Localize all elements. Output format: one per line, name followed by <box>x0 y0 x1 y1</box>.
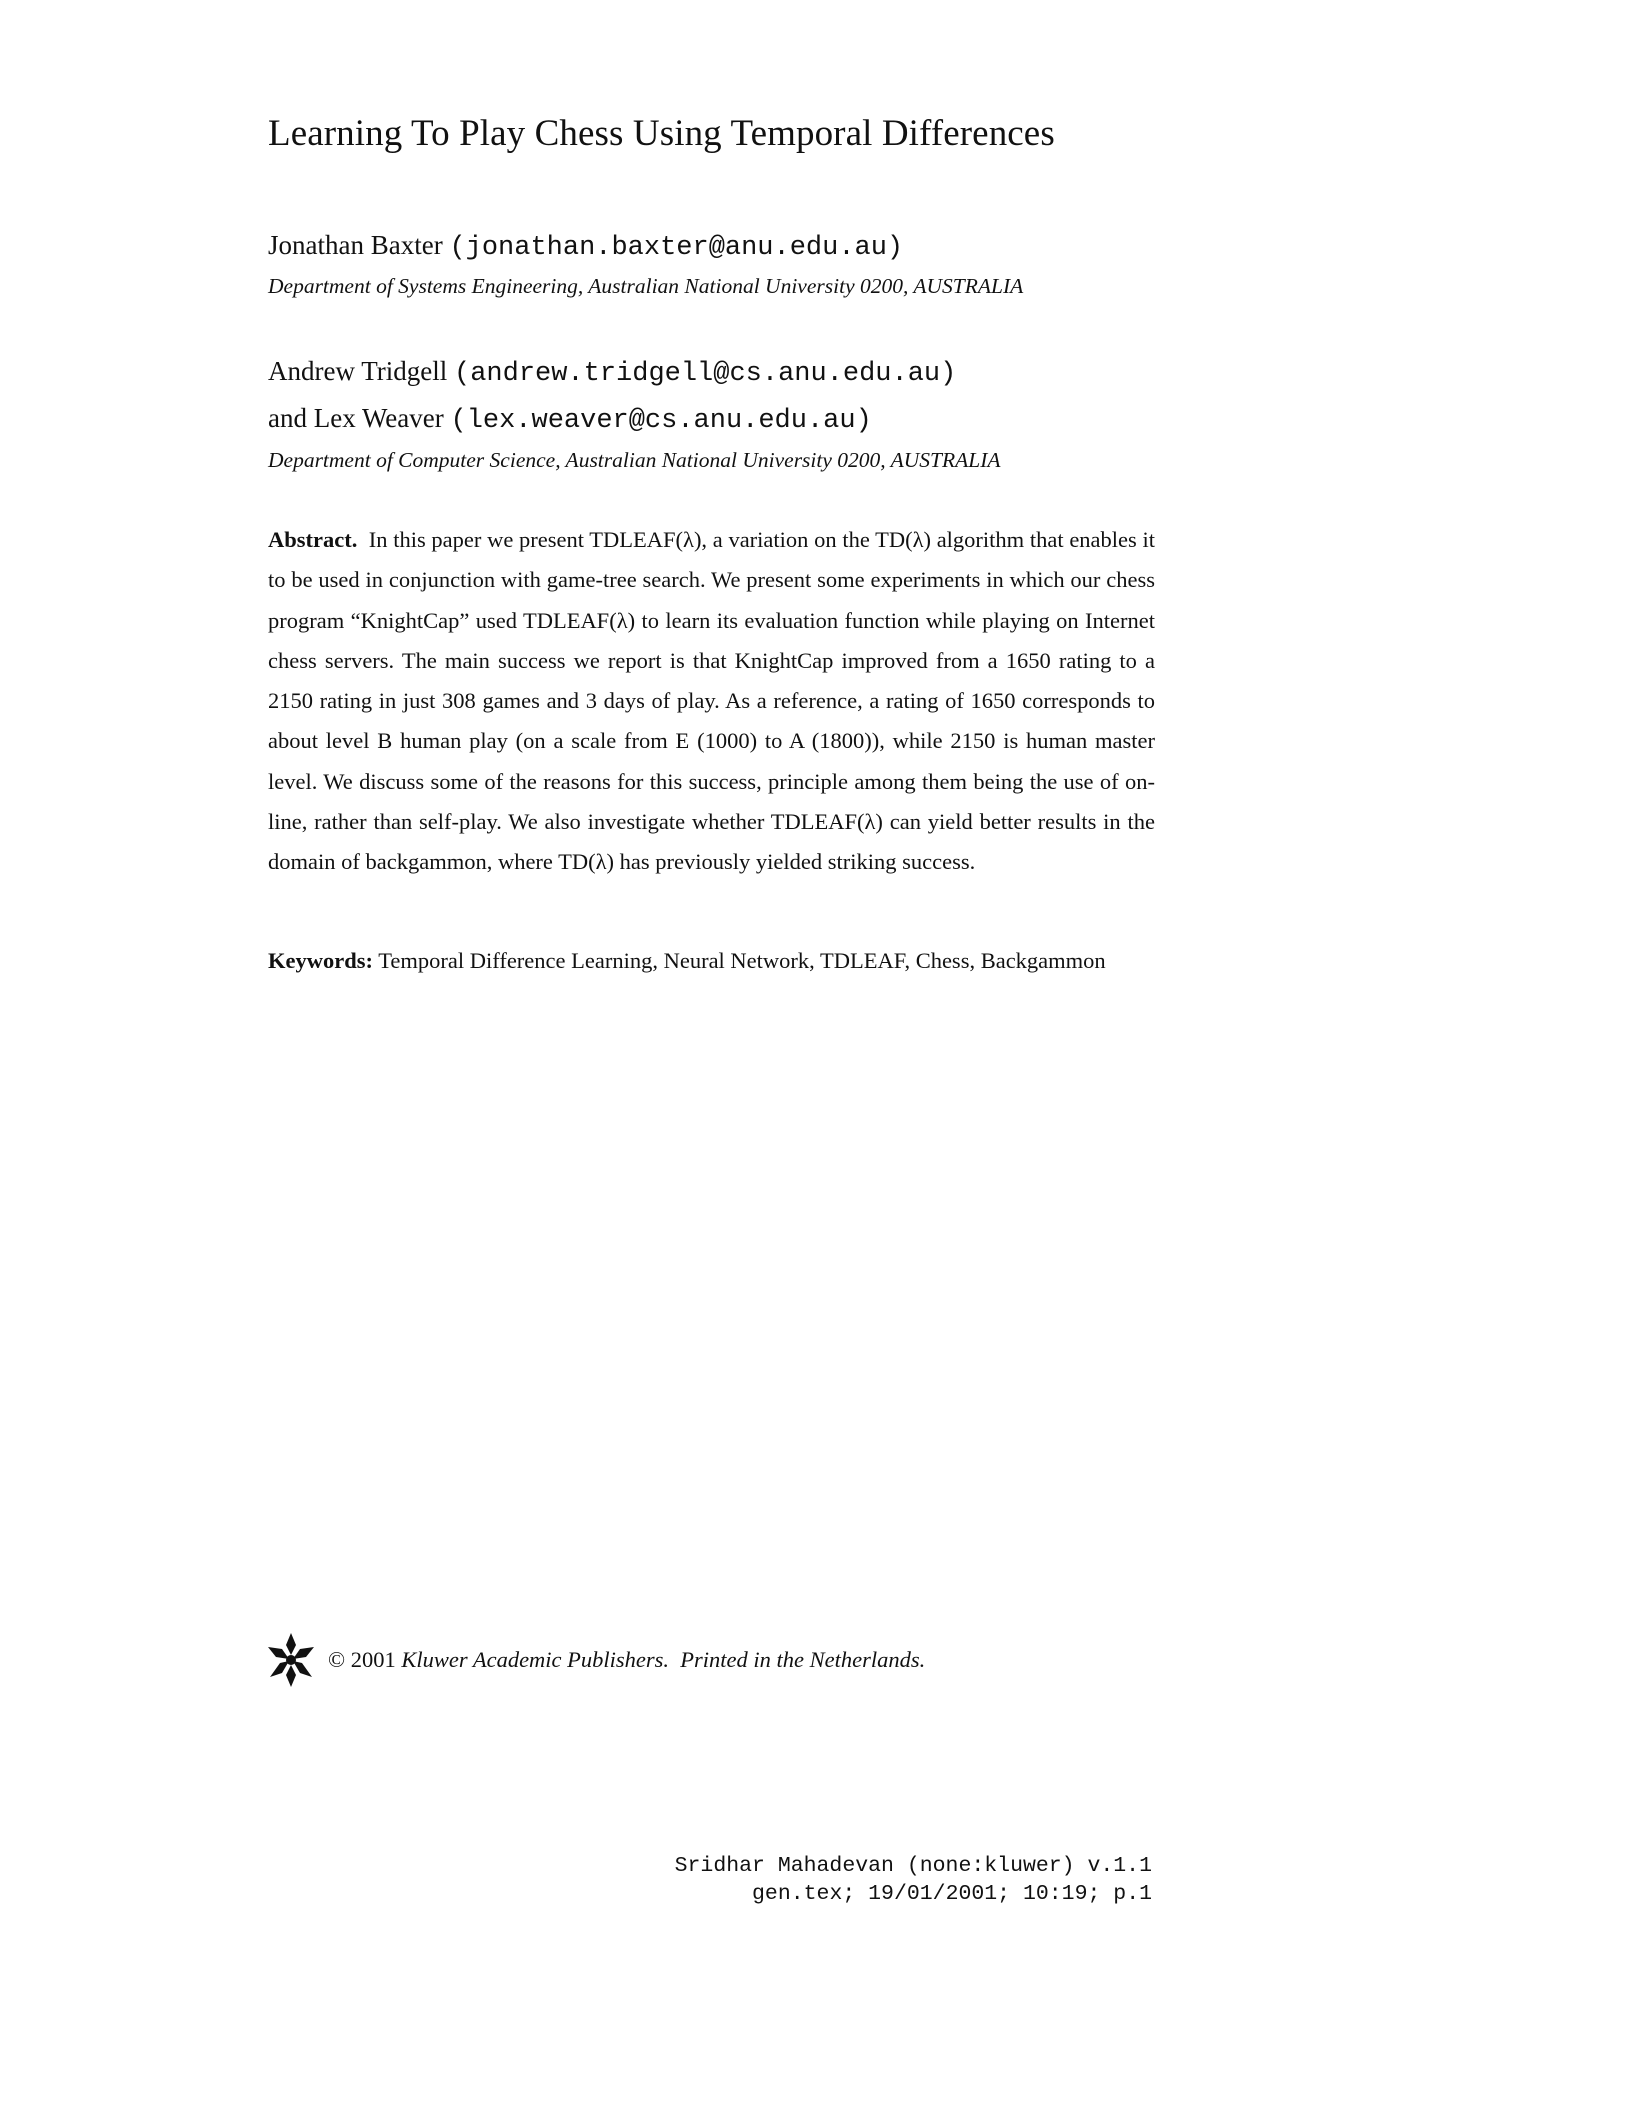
author-email: (andrew.tridgell@cs.anu.edu.au) <box>454 359 957 389</box>
publisher-name: Kluwer Academic Publishers. <box>401 1647 670 1672</box>
kluwer-logo-icon <box>268 1633 314 1687</box>
abstract-text: In this paper we present TDLEAF(λ), a variation on the TD(λ) algorithm that enables it to be used in conjunction with game-tree search. We present some experiments in which our chess program “KnightCap” used TDLEAF(λ) to learn its evaluation function while playing on Internet chess servers. The main success we report is that KnightCap improved from a 1650 rating to a 2150 rating in just 308 games and 3 days of play. As a reference, a rating of 1650 corresponds to about level B human play (on a scale from E (1000) to A (1800)), while 2150 is human master level. We discuss some of the reasons for this success, principle among them being the use of on-line, rather than self-play. We also investigate whether TDLEAF(λ) can yield better results in the domain of backgammon, where TD(λ) has previously yielded striking success. <box>268 527 1155 875</box>
author-line-baxter <box>268 230 903 263</box>
author-name: Lex Weaver <box>313 403 444 433</box>
author-email: (jonathan.baxter@anu.edu.au) <box>449 233 904 263</box>
copyright-text <box>328 1647 925 1673</box>
abstract-label: Abstract. <box>268 527 358 552</box>
author-name: Andrew Tridgell <box>268 356 448 386</box>
copyright-symbol: © <box>328 1647 346 1672</box>
paper-title: Learning To Play Chess Using Temporal Differences <box>268 113 1055 154</box>
affiliation-computer-science: Department of Computer Science, Australian National University 0200, AUSTRALIA <box>268 448 1001 472</box>
copyright-year: 2001 <box>350 1647 396 1672</box>
footer-line-2: gen.tex; 19/01/2001; 10:19; p.1 <box>752 1882 1152 1906</box>
printed-note: Printed in the Netherlands. <box>680 1647 926 1672</box>
footer-line-1: Sridhar Mahadevan (none:kluwer) v.1.1 <box>674 1854 1152 1878</box>
abstract <box>268 520 1155 883</box>
copyright-notice <box>268 1633 925 1687</box>
author-email: (lex.weaver@cs.anu.edu.au) <box>450 406 872 436</box>
author-line-weaver <box>268 403 872 436</box>
author-line-tridgell <box>268 356 956 389</box>
affiliation-systems-engineering: Department of Systems Engineering, Australian National University 0200, AUSTRALIA <box>268 274 1024 298</box>
keywords <box>268 948 1106 974</box>
keywords-text: Temporal Difference Learning, Neural Network, TDLEAF, Chess, Backgammon <box>378 948 1106 973</box>
keywords-label: Keywords: <box>268 948 373 973</box>
author-name: Jonathan Baxter <box>268 230 443 260</box>
author-prefix: and <box>268 403 314 433</box>
